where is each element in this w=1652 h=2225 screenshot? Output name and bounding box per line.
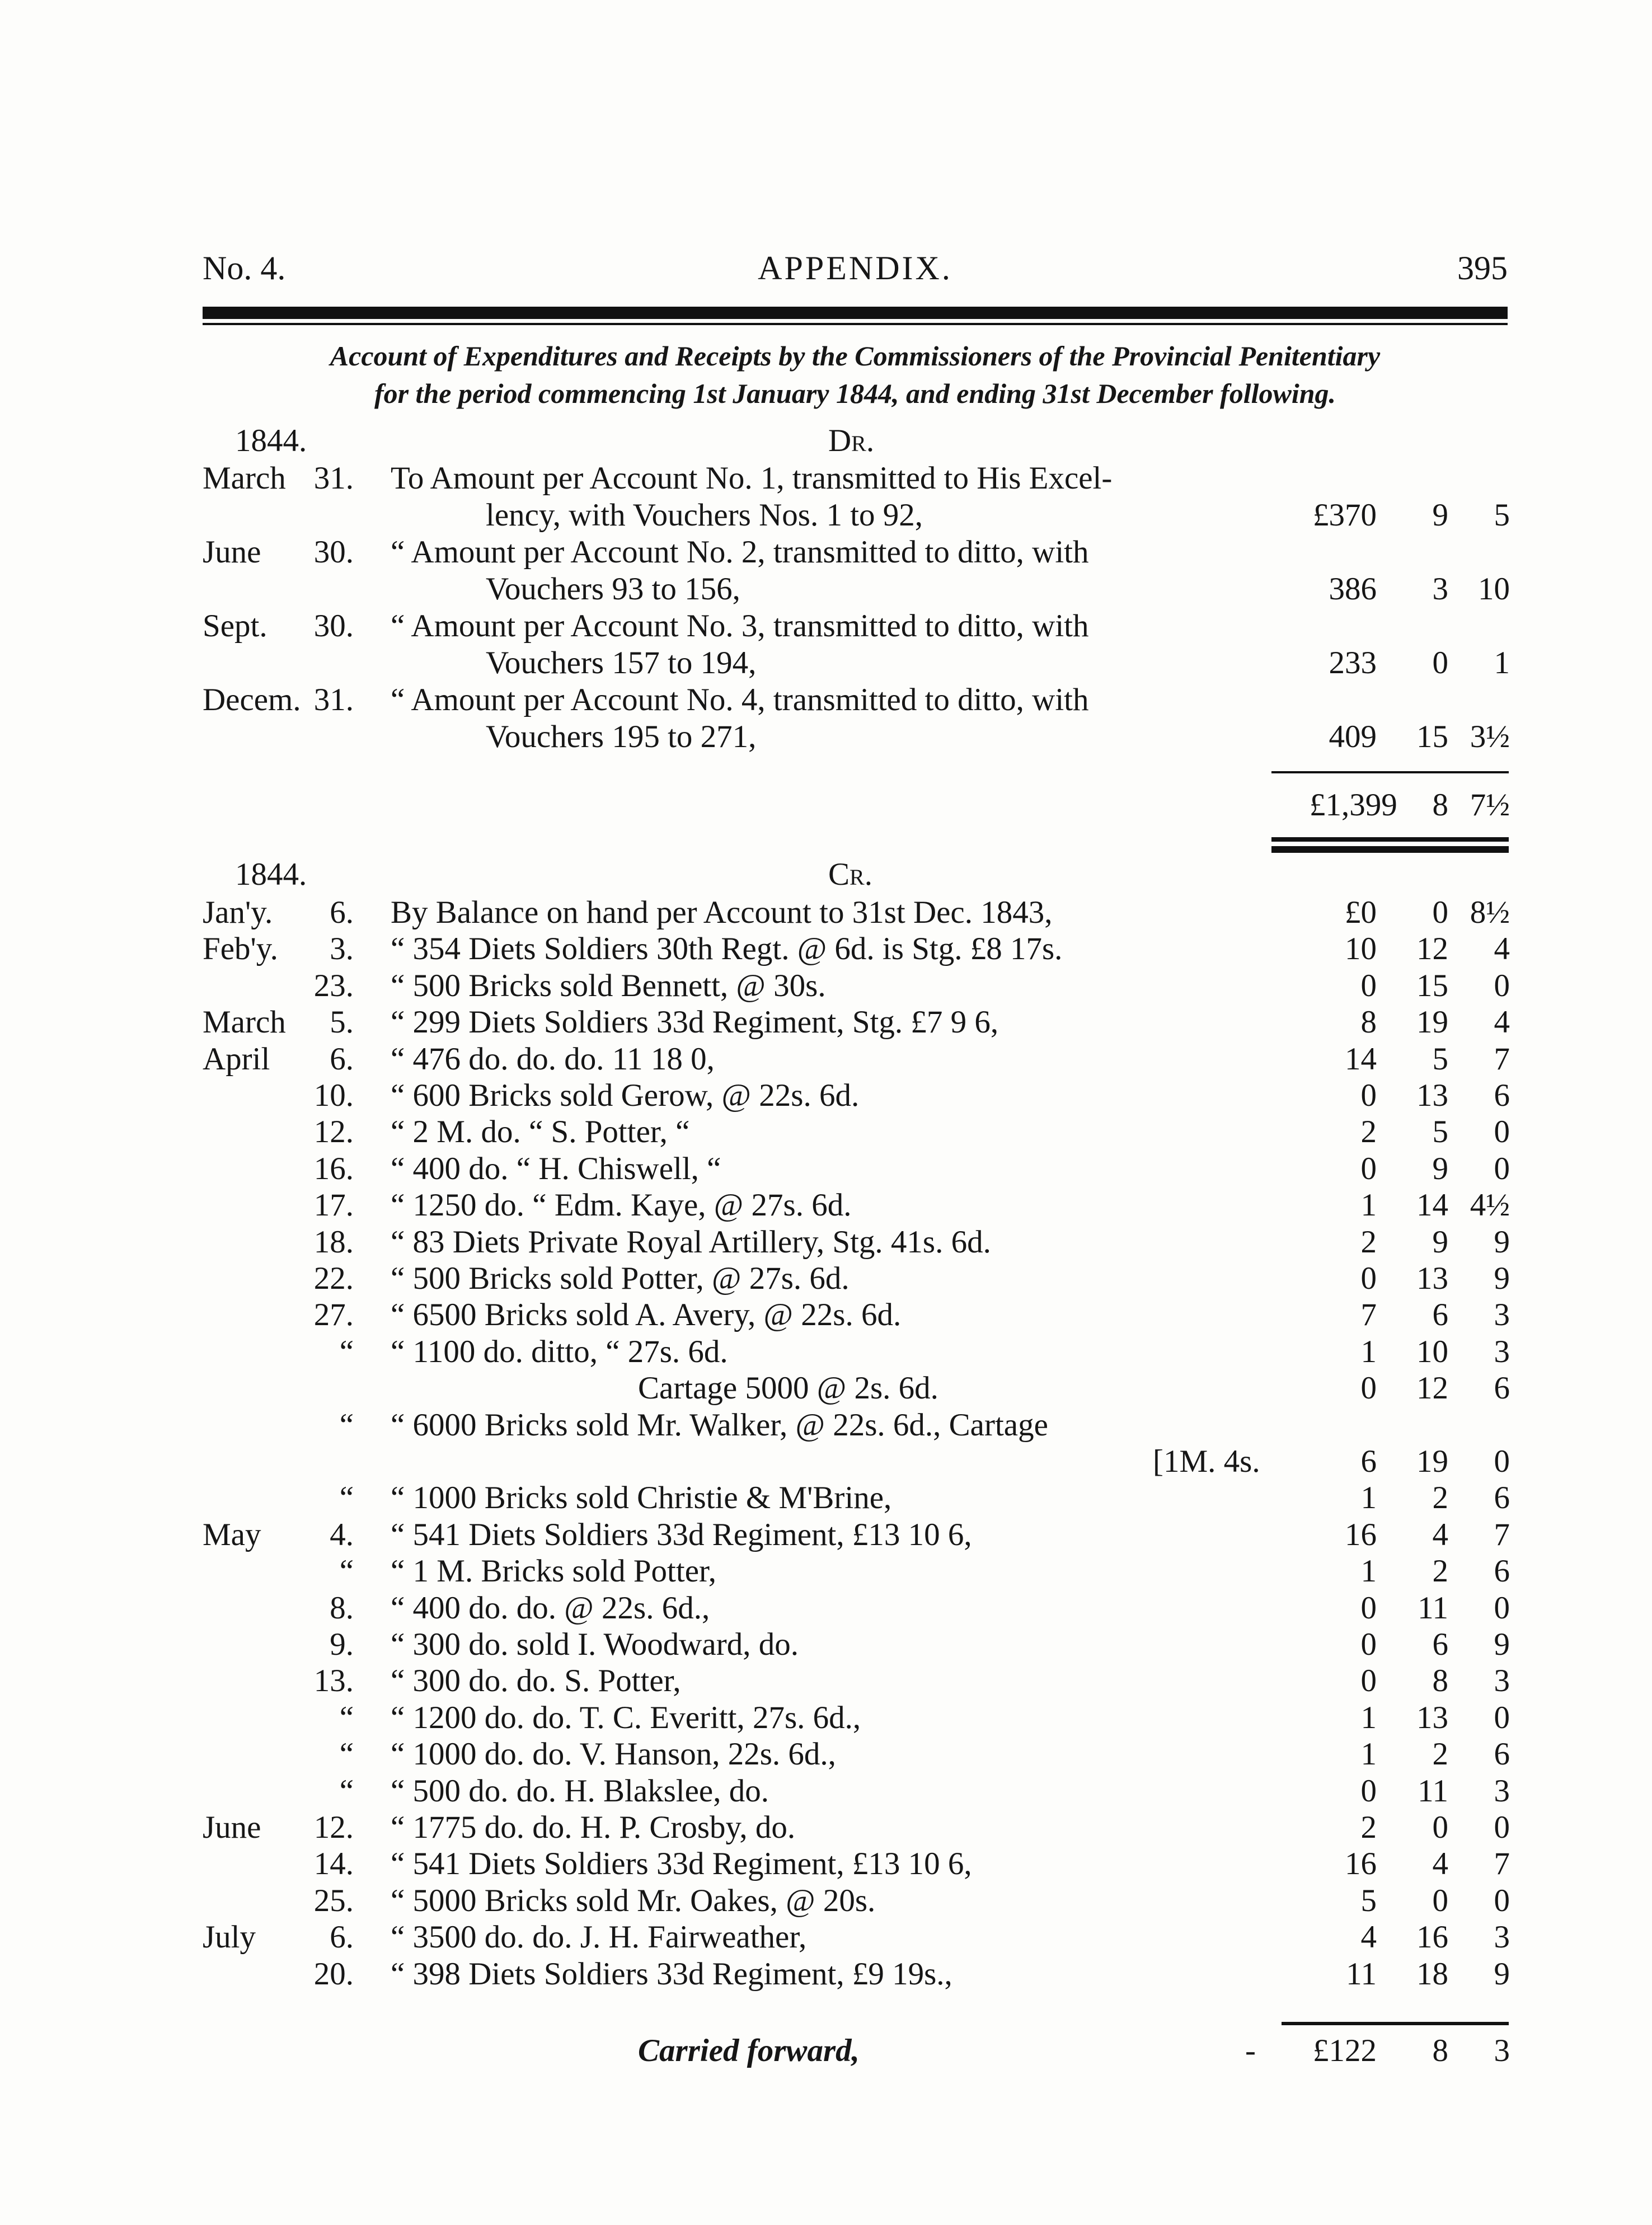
carried-forward-pence: 3 — [1494, 2033, 1510, 2068]
cr-entry — [0, 1187, 1652, 1224]
amount-pence: 0 — [1494, 1151, 1510, 1186]
account-title-line-2: for the period commencing 1st January 1844, and ending 31st December following. — [374, 378, 1336, 409]
amount-pence: 1 — [1494, 645, 1510, 680]
dr-sum-rule — [1271, 771, 1509, 773]
cr-entry — [0, 1919, 1652, 1956]
amount-pounds: 0 — [1360, 1151, 1377, 1186]
amount-pounds: 8 — [1360, 1004, 1377, 1040]
amount-shillings: 6 — [1432, 1297, 1448, 1332]
amount-pounds: 14 — [1345, 1041, 1377, 1077]
amount-pence: 0 — [1494, 1444, 1510, 1479]
entry-description: “ 1100 do. ditto, “ 27s. 6d. — [391, 1334, 728, 1369]
entry-description: “ 400 do. “ H. Chiswell, “ — [391, 1151, 721, 1186]
entry-description: “ 1 M. Bricks sold Potter, — [391, 1553, 716, 1589]
entry-month: May — [203, 1517, 261, 1552]
dr-heading-row — [0, 423, 1652, 459]
entry-month: June — [203, 534, 261, 570]
entry-day: 6. — [330, 895, 354, 930]
cr-entry — [0, 1004, 1652, 1041]
dr-entry — [0, 534, 1652, 571]
entry-month: March — [203, 1004, 286, 1040]
amount-pence: 9 — [1494, 1956, 1510, 1992]
entry-description-cont: Vouchers 195 to 271, — [486, 719, 757, 754]
dr-total-row — [0, 787, 1652, 824]
amount-pence: 6 — [1494, 1078, 1510, 1113]
entry-day: 22. — [313, 1261, 354, 1296]
entry-day: 8. — [330, 1590, 354, 1626]
cr-entry — [0, 968, 1652, 1004]
cr-entry — [0, 1224, 1652, 1261]
amount-pounds: 0 — [1360, 1590, 1377, 1626]
entry-description: “ 354 Diets Soldiers 30th Regt. @ 6d. is Stg. £8 17s. — [391, 931, 1063, 966]
entry-day: 18. — [313, 1224, 354, 1260]
amount-shillings: 15 — [1416, 719, 1448, 754]
entry-description: “ 1000 Bricks sold Christie & M'Brine, — [391, 1480, 892, 1515]
entry-note: Cartage 5000 @ 2s. 6d. — [638, 1370, 938, 1406]
amount-shillings: 11 — [1418, 1773, 1448, 1809]
page-header — [203, 249, 1508, 294]
amount-pounds: 2 — [1360, 1224, 1377, 1260]
carried-forward-dash: - — [1245, 2033, 1256, 2068]
amount-pounds: 1 — [1360, 1334, 1377, 1369]
amount-pence: 9 — [1494, 1224, 1510, 1260]
amount-shillings: 13 — [1416, 1700, 1448, 1735]
entry-day: “ — [339, 1553, 354, 1589]
entry-day: 14. — [313, 1846, 354, 1881]
entry-description: “ 2 M. do. “ S. Potter, “ — [391, 1114, 690, 1149]
amount-shillings: 9 — [1432, 1224, 1448, 1260]
entry-description: “ 6000 Bricks sold Mr. Walker, @ 22s. 6d., Cartage — [391, 1407, 1048, 1443]
amount-pence: 3½ — [1470, 719, 1510, 754]
amount-pence: 10 — [1478, 571, 1510, 607]
entry-day: “ — [339, 1334, 354, 1369]
entry-description: “ 3500 do. do. J. H. Fairweather, — [391, 1919, 807, 1955]
header-section-number: No. 4. — [203, 250, 286, 287]
amount-shillings: 12 — [1416, 1370, 1448, 1406]
header-rule-thick — [203, 307, 1508, 319]
entry-day: 9. — [330, 1627, 354, 1662]
entry-description: “ 1775 do. do. H. P. Crosby, do. — [391, 1810, 796, 1845]
dr-heading: Dr. — [828, 423, 875, 458]
amount-shillings: 0 — [1432, 1883, 1448, 1918]
amount-pounds: 233 — [1329, 645, 1377, 680]
amount-shillings: 5 — [1432, 1041, 1448, 1077]
entry-day: 23. — [313, 968, 354, 1003]
amount-shillings: 12 — [1416, 931, 1448, 966]
entry-month: March — [203, 461, 286, 496]
cr-entry — [0, 1334, 1652, 1370]
amount-shillings: 19 — [1416, 1444, 1448, 1479]
amount-pounds: 11 — [1346, 1956, 1377, 1992]
dr-total-double-rule-bottom — [1271, 846, 1509, 853]
entry-description: “ 500 Bricks sold Bennett, @ 30s. — [391, 968, 826, 1003]
header-rule-thin — [203, 323, 1508, 325]
entry-day: 5. — [330, 1004, 354, 1040]
entry-description: “ Amount per Account No. 2, transmitted to ditto, with — [391, 534, 1089, 570]
entry-month: Decem. — [203, 682, 301, 717]
amount-shillings: 9 — [1432, 497, 1448, 533]
entry-day: 31. — [313, 461, 354, 496]
amount-pence: 0 — [1494, 1883, 1510, 1918]
entry-day: 16. — [313, 1151, 354, 1186]
entry-description: “ 1000 do. do. V. Hanson, 22s. 6d., — [391, 1736, 836, 1772]
entry-description: To Amount per Account No. 1, transmitted to His Excel- — [391, 461, 1113, 496]
amount-pence: 0 — [1494, 1590, 1510, 1626]
dr-entry — [0, 682, 1652, 719]
amount-shillings: 4 — [1432, 1846, 1448, 1881]
dr-entry-continuation — [0, 645, 1652, 682]
amount-pounds: 16 — [1345, 1517, 1377, 1552]
amount-pounds: 10 — [1345, 931, 1377, 966]
entry-day: “ — [339, 1700, 354, 1735]
dr-year: 1844. — [235, 423, 307, 458]
amount-pounds: 7 — [1360, 1297, 1377, 1332]
amount-shillings: 13 — [1416, 1261, 1448, 1296]
amount-shillings: 9 — [1432, 1151, 1448, 1186]
entry-description: “ 476 do. do. do. 11 18 0, — [391, 1041, 715, 1077]
amount-pence: 0 — [1494, 968, 1510, 1003]
entry-description: “ 1250 do. “ Edm. Kaye, @ 27s. 6d. — [391, 1187, 852, 1223]
entry-day: 25. — [313, 1883, 354, 1918]
amount-shillings: 4 — [1432, 1517, 1448, 1552]
amount-pence: 9 — [1494, 1627, 1510, 1662]
dr-entry-continuation — [0, 497, 1652, 534]
amount-pounds: 0 — [1360, 1627, 1377, 1662]
page-number: 395 — [1457, 250, 1508, 287]
amount-pence: 0 — [1494, 1114, 1510, 1149]
amount-pence: 6 — [1494, 1736, 1510, 1772]
amount-pence: 3 — [1494, 1919, 1510, 1955]
amount-shillings: 10 — [1416, 1334, 1448, 1369]
amount-pence: 4 — [1494, 1004, 1510, 1040]
amount-pounds: 1 — [1360, 1553, 1377, 1589]
cr-entry — [0, 1151, 1652, 1187]
amount-pounds: 5 — [1360, 1883, 1377, 1918]
amount-shillings: 18 — [1416, 1956, 1448, 1992]
entry-description-cont: Vouchers 93 to 156, — [486, 571, 740, 607]
entry-day: 27. — [313, 1297, 354, 1332]
amount-pounds: 0 — [1360, 1663, 1377, 1698]
cr-entry — [0, 1443, 1652, 1480]
cr-entry — [0, 1846, 1652, 1883]
dr-entry — [0, 608, 1652, 645]
amount-pence: 6 — [1494, 1370, 1510, 1406]
amount-shillings: 0 — [1432, 645, 1448, 680]
cr-entry — [0, 894, 1652, 931]
entry-description: “ 300 do. do. S. Potter, — [391, 1663, 681, 1698]
amount-pounds: 2 — [1360, 1810, 1377, 1845]
cr-entry — [0, 1370, 1652, 1407]
amount-shillings: 14 — [1416, 1187, 1448, 1223]
entry-month: June — [203, 1810, 261, 1845]
account-title-line-1: Account of Expenditures and Receipts by the Commissioners of the Provincial Penitentiary — [330, 340, 1381, 372]
cr-entry — [0, 1077, 1652, 1114]
entry-day: “ — [339, 1407, 354, 1443]
amount-pence: 4½ — [1470, 1187, 1510, 1223]
dr-entry — [0, 460, 1652, 497]
carried-forward-pounds: £122 — [1313, 2033, 1377, 2068]
cr-entry — [0, 1041, 1652, 1078]
amount-pounds: 2 — [1360, 1114, 1377, 1149]
cr-entry — [0, 1590, 1652, 1627]
amount-pence: 3 — [1494, 1773, 1510, 1809]
entry-day: “ — [339, 1773, 354, 1809]
entry-description: “ 300 do. sold I. Woodward, do. — [391, 1627, 799, 1662]
amount-shillings: 2 — [1432, 1736, 1448, 1772]
amount-pounds: 6 — [1360, 1444, 1377, 1479]
amount-pounds: 1 — [1360, 1480, 1377, 1515]
entry-day: 4. — [330, 1517, 354, 1552]
entry-description: “ 500 Bricks sold Potter, @ 27s. 6d. — [391, 1261, 850, 1296]
dr-entry-continuation — [0, 719, 1652, 755]
cr-entry — [0, 1736, 1652, 1773]
carried-forward-rule — [1282, 2022, 1509, 2025]
amount-pounds: 0 — [1360, 1773, 1377, 1809]
amount-pence: 4 — [1494, 931, 1510, 966]
amount-pounds: 0 — [1360, 1078, 1377, 1113]
cr-entry — [0, 1297, 1652, 1334]
amount-pence: 9 — [1494, 1261, 1510, 1296]
entry-day: 12. — [313, 1114, 354, 1149]
amount-pence: 3 — [1494, 1663, 1510, 1698]
entry-description: “ 541 Diets Soldiers 33d Regiment, £13 10 6, — [391, 1517, 972, 1552]
entry-description: “ 400 do. do. @ 22s. 6d., — [391, 1590, 710, 1626]
entry-description: “ 541 Diets Soldiers 33d Regiment, £13 10 6, — [391, 1846, 972, 1881]
cr-entry — [0, 1626, 1652, 1663]
amount-pence: 7 — [1494, 1846, 1510, 1881]
carried-forward-label: Carried forward, — [638, 2033, 860, 2068]
amount-shillings: 8 — [1432, 1663, 1448, 1698]
amount-shillings: 3 — [1432, 571, 1448, 607]
amount-shillings: 16 — [1416, 1919, 1448, 1955]
cr-entry — [0, 1517, 1652, 1553]
amount-pence: 0 — [1494, 1810, 1510, 1845]
amount-pounds: 0 — [1360, 1261, 1377, 1296]
amount-shillings: 0 — [1432, 895, 1448, 930]
amount-pence: 5 — [1494, 497, 1510, 533]
amount-pounds: 409 — [1329, 719, 1377, 754]
entry-day: 3. — [330, 931, 354, 966]
entry-month: Sept. — [203, 608, 267, 644]
entry-bracket-note: [1M. 4s. — [1153, 1444, 1260, 1479]
entry-day: 6. — [330, 1041, 354, 1077]
entry-day: “ — [339, 1480, 354, 1515]
amount-shillings: 2 — [1432, 1553, 1448, 1589]
entry-day: 12. — [313, 1810, 354, 1845]
cr-year: 1844. — [235, 857, 307, 892]
cr-entry — [0, 1553, 1652, 1590]
dr-total-double-rule-top — [1271, 837, 1509, 842]
amount-pounds: 16 — [1345, 1846, 1377, 1881]
amount-pounds: 0 — [1360, 1370, 1377, 1406]
total-pence: 7½ — [1470, 787, 1510, 823]
amount-pence: 6 — [1494, 1553, 1510, 1589]
amount-shillings: 6 — [1432, 1627, 1448, 1662]
amount-pounds: 1 — [1360, 1187, 1377, 1223]
amount-pence: 6 — [1494, 1480, 1510, 1515]
amount-pence: 3 — [1494, 1334, 1510, 1369]
amount-pence: 3 — [1494, 1297, 1510, 1332]
amount-pounds: 4 — [1360, 1919, 1377, 1955]
entry-day: 20. — [313, 1956, 354, 1992]
entry-month: Jan'y. — [203, 895, 273, 930]
total-pounds: £1,399 — [1310, 787, 1397, 823]
amount-pence: 0 — [1494, 1700, 1510, 1735]
entry-month: April — [203, 1041, 270, 1077]
entry-description: “ 398 Diets Soldiers 33d Regiment, £9 19s., — [391, 1956, 952, 1992]
dr-entry-continuation — [0, 571, 1652, 608]
amount-shillings: 11 — [1418, 1590, 1448, 1626]
cr-heading: Cr. — [828, 857, 872, 892]
entry-month: July — [203, 1919, 256, 1955]
entry-description: “ 1200 do. do. T. C. Everitt, 27s. 6d., — [391, 1700, 861, 1735]
entry-description: “ 500 do. do. H. Blakslee, do. — [391, 1773, 769, 1809]
cr-entry — [0, 1700, 1652, 1736]
amount-pounds: £370 — [1313, 497, 1377, 533]
carried-forward-row — [0, 2032, 1652, 2069]
cr-entry — [0, 1663, 1652, 1700]
cr-entry — [0, 931, 1652, 968]
entry-day: 31. — [313, 682, 354, 717]
entry-description: “ 600 Bricks sold Gerow, @ 22s. 6d. — [391, 1078, 860, 1113]
cr-entry — [0, 1480, 1652, 1517]
amount-shillings: 13 — [1416, 1078, 1448, 1113]
entry-description-cont: Vouchers 157 to 194, — [486, 645, 757, 680]
amount-pence: 8½ — [1470, 895, 1510, 930]
amount-shillings: 2 — [1432, 1480, 1448, 1515]
amount-pounds: 0 — [1360, 968, 1377, 1003]
entry-day: 13. — [313, 1663, 354, 1698]
entry-day: “ — [339, 1736, 354, 1772]
entry-description: “ Amount per Account No. 3, transmitted to ditto, with — [391, 608, 1089, 644]
amount-shillings: 5 — [1432, 1114, 1448, 1149]
entry-day: 17. — [313, 1187, 354, 1223]
entry-description-cont: lency, with Vouchers Nos. 1 to 92, — [486, 497, 923, 533]
cr-entry — [0, 1809, 1652, 1846]
amount-pounds: £0 — [1345, 895, 1377, 930]
amount-pence: 7 — [1494, 1517, 1510, 1552]
cr-entry — [0, 1956, 1652, 1993]
amount-shillings: 19 — [1416, 1004, 1448, 1040]
entry-day: 10. — [313, 1078, 354, 1113]
entry-day: 6. — [330, 1919, 354, 1955]
entry-day: 30. — [313, 534, 354, 570]
cr-entry — [0, 1114, 1652, 1151]
cr-heading-row — [0, 856, 1652, 893]
cr-entry — [0, 1773, 1652, 1810]
cr-entry — [0, 1883, 1652, 1919]
amount-pounds: 1 — [1360, 1736, 1377, 1772]
entry-description: “ 299 Diets Soldiers 33d Regiment, Stg. £7 9 6, — [391, 1004, 999, 1040]
entry-description: By Balance on hand per Account to 31st Dec. 1843, — [391, 895, 1053, 930]
amount-pounds: 1 — [1360, 1700, 1377, 1735]
entry-description: “ 83 Diets Private Royal Artillery, Stg. 41s. 6d. — [391, 1224, 991, 1260]
header-title: APPENDIX. — [758, 250, 952, 287]
amount-shillings: 0 — [1432, 1810, 1448, 1845]
amount-shillings: 15 — [1416, 968, 1448, 1003]
entry-month: Feb'y. — [203, 931, 278, 966]
cr-entry — [0, 1407, 1652, 1444]
cr-entry — [0, 1260, 1652, 1297]
entry-description: “ 6500 Bricks sold A. Avery, @ 22s. 6d. — [391, 1297, 902, 1332]
carried-forward-shillings: 8 — [1432, 2033, 1448, 2068]
entry-day: 30. — [313, 608, 354, 644]
total-shillings: 8 — [1432, 787, 1448, 823]
entry-description: “ 5000 Bricks sold Mr. Oakes, @ 20s. — [391, 1883, 876, 1918]
entry-description: “ Amount per Account No. 4, transmitted to ditto, with — [391, 682, 1089, 717]
amount-pence: 7 — [1494, 1041, 1510, 1077]
amount-pounds: 386 — [1329, 571, 1377, 607]
